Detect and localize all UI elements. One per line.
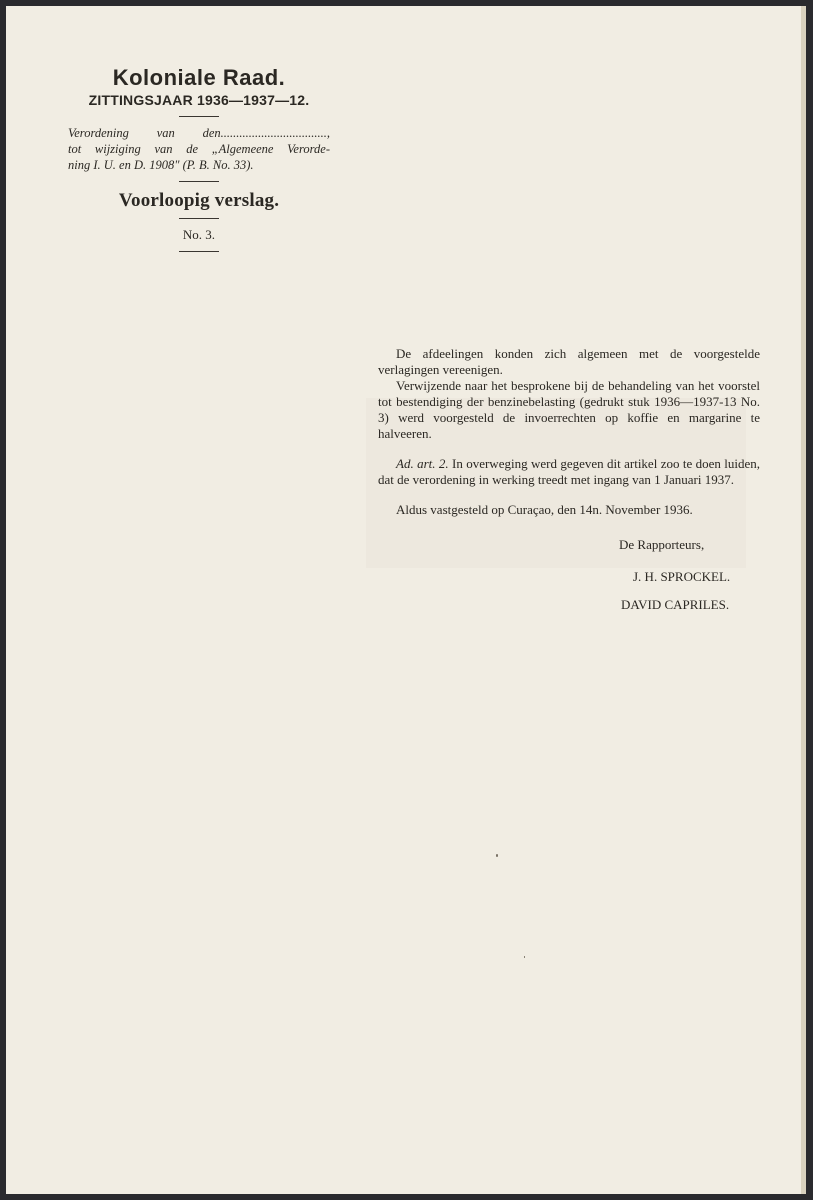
- page-edge: [801, 6, 806, 1194]
- divider: [179, 218, 219, 219]
- paper-speck: [496, 854, 498, 857]
- council-title: Koloniale Raad.: [112, 65, 286, 90]
- article-text: In overweging werd gegeven dit artikel zoo te doen luiden, dat de verordening in werking treedt met ingang van 1 Januari 1937.: [378, 456, 760, 487]
- report-body: [378, 346, 760, 518]
- document-header: [64, 66, 334, 260]
- paper-speck: [524, 956, 525, 958]
- paragraph: Verwijzende naar het besprokene bij de behandeling van het voorstel tot bestendiging der benzinebelasting (gedrukt stuk 1936—1937-13 No. 3) werd voorgesteld de invoerrechten op koffie en margarine te halveeren.: [378, 378, 760, 441]
- signatory-name: J. H. SPROCKEL.: [633, 569, 731, 584]
- document-page: [6, 6, 806, 1194]
- paragraph: Aldus vastgesteld op Curaçao, den 14n. November 1936.: [396, 502, 693, 517]
- paragraph: De afdeelingen konden zich algemeen met de voorgestelde verlagingen vereenigen.: [378, 346, 760, 377]
- ordinance-description: [68, 125, 330, 173]
- signature-label: De Rapporteurs,: [619, 537, 705, 552]
- divider: [179, 251, 219, 252]
- ordinance-line-1: Verordening van den..................................,: [68, 126, 330, 140]
- session-year: ZITTINGSJAAR 1936—1937—12.: [88, 92, 310, 108]
- divider: [179, 116, 219, 117]
- report-number: No. 3.: [182, 227, 216, 242]
- ordinance-line-3: ning I. U. en D. 1908" (P. B. No. 33).: [68, 158, 254, 172]
- signatory-name: DAVID CAPRILES.: [621, 597, 730, 612]
- ordinance-line-2: tot wijziging van de „Algemeene Verorde-: [68, 142, 330, 156]
- divider: [179, 181, 219, 182]
- paragraph: [378, 456, 760, 488]
- report-type: Voorloopig verslag.: [118, 190, 280, 211]
- article-reference: Ad. art. 2.: [396, 456, 449, 471]
